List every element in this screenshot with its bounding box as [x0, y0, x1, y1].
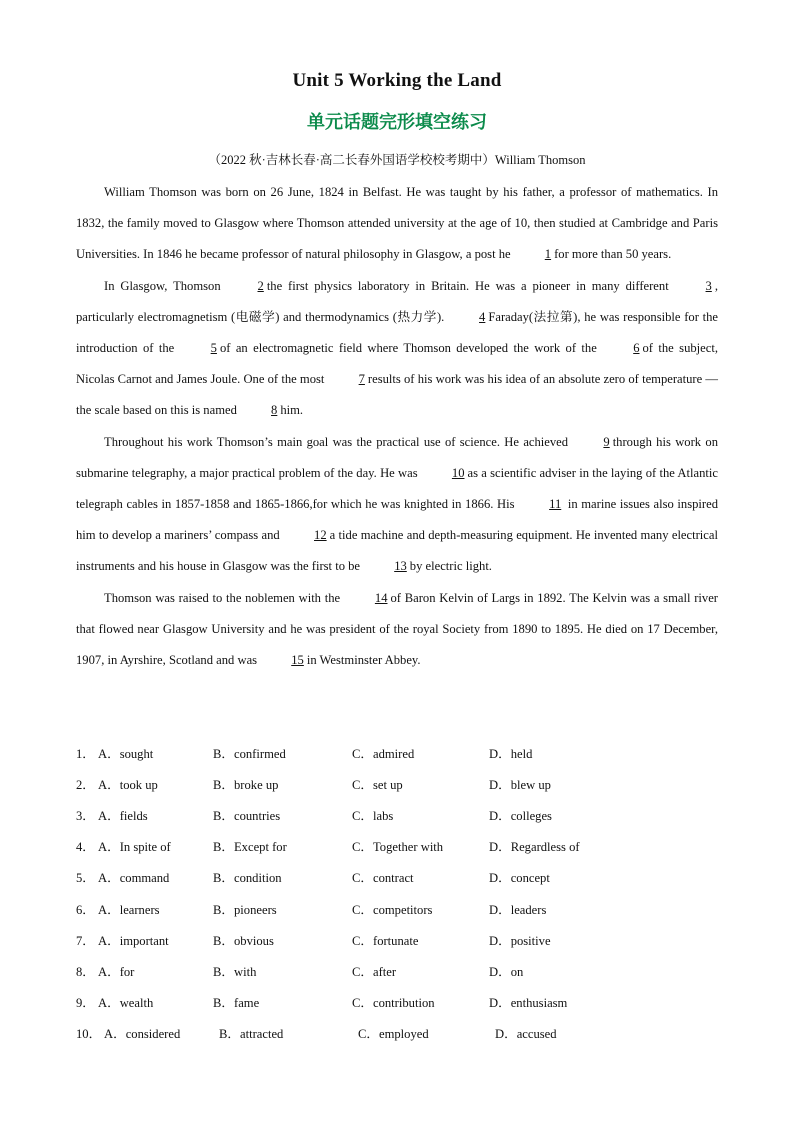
passage-text: In Glasgow, Thomson [104, 278, 227, 293]
page-title: Unit 5 Working the Land [292, 70, 502, 91]
passage-paragraph [76, 583, 718, 677]
option-row [76, 892, 718, 923]
question-number: 9． [76, 995, 95, 1010]
blank-11: 11 [549, 497, 562, 512]
option-row [76, 830, 718, 861]
question-number: 5． [76, 871, 95, 886]
passage-text: the first physics laboratory in Britain. He was a pioneer in many different [266, 278, 675, 293]
passage-text: a tide machine and depth-measuring equipment. He invented many electrical instruments and his house in Glasgow was the first to be [76, 528, 718, 574]
page-subtitle: 单元话题完形填空练习 [307, 112, 487, 133]
question-number: 4． [76, 840, 95, 855]
question-number: 7． [76, 933, 95, 948]
option-row [76, 861, 718, 892]
passage-text: Throughout his work Thomson’s main goal was the practical use of science. He achieved [104, 434, 573, 449]
blank-7: 7 [358, 372, 365, 387]
option-c: C．contract [352, 871, 414, 886]
question-number: 10． [76, 1026, 102, 1041]
option-b: B．condition [213, 871, 282, 886]
passage-text: him. [280, 403, 304, 418]
answer-options [76, 737, 718, 1048]
passage-text: William Thomson was born on 26 June, 1824 in Belfast. He was taught by his father, a professor of mathematics. In 1832, the family moved to Glasgow where Thomson attended university at the age of 10, then studied at Cambridge and Paris Universities. In 1846 he became professor of natural philosophy in Glasgow, a post he [76, 185, 718, 262]
blank-3: 3 [705, 278, 712, 293]
question-number: 3． [76, 809, 95, 824]
option-b: B．obvious [213, 933, 274, 948]
option-d: D．accused [495, 1026, 557, 1041]
passage-text: of Baron Kelvin of Largs in 1892. The Kelvin was a small river that flowed near Glasgow University and he was president of the royal Society from 1890 to 1895. He died on 17 December, 1907, in Ayrshire, Scotland and was [76, 590, 718, 668]
option-c: C．contribution [352, 995, 435, 1010]
option-c: C．Together with [352, 840, 444, 855]
option-d: D．blew up [489, 778, 551, 793]
passage-paragraph [76, 177, 718, 271]
question-number: 6． [76, 902, 95, 917]
passage-text: Faraday(法拉第), he was responsible for the introduction of the [76, 309, 718, 356]
option-a: A．sought [98, 747, 154, 762]
option-a: A．In spite of [98, 840, 171, 855]
option-c: C．fortunate [352, 933, 419, 948]
option-d: D．on [489, 964, 524, 979]
passage-text: of an electromagnetic field where Thomson developed the work of the [219, 341, 603, 356]
passage-paragraph [76, 271, 718, 427]
option-row [76, 799, 718, 830]
blank-4: 4 [479, 309, 486, 324]
blank-8: 8 [271, 403, 278, 418]
option-b: B．with [213, 964, 257, 979]
option-d: D．positive [489, 933, 551, 948]
option-b: B．attracted [219, 1026, 284, 1041]
blank-10: 10 [451, 465, 465, 480]
option-d: D．leaders [489, 902, 547, 917]
option-row [76, 768, 718, 799]
blank-6: 6 [633, 341, 640, 356]
option-c: C．admired [352, 747, 415, 762]
option-a: A．fields [98, 809, 148, 824]
option-d: D．Regardless of [489, 840, 580, 855]
option-a: A．took up [98, 778, 158, 793]
option-b: B．countries [213, 809, 281, 824]
option-d: D．concept [489, 871, 550, 886]
blank-14: 14 [374, 590, 388, 605]
option-a: A．command [98, 871, 170, 886]
passage-text: as a scientific adviser in the laying of the Atlantic telegraph cables in 1857-1858 and 1865-1866,for which he was knighted in 1866. His [76, 465, 718, 512]
blank-5: 5 [210, 341, 217, 356]
option-row [76, 737, 718, 768]
option-row [76, 924, 718, 955]
option-a: A．wealth [98, 995, 154, 1010]
option-row [76, 986, 718, 1017]
source-line: （2022 秋·吉林长春·高二长春外国语学校校考期中）William Thomson [208, 153, 586, 167]
option-b: B．pioneers [213, 902, 277, 917]
option-a: A．considered [104, 1026, 181, 1041]
blank-13: 13 [394, 559, 407, 574]
passage-text: in marine issues also inspired him to develop a mariners’ compass and [76, 497, 718, 543]
passage-text: in Westminster Abbey. [306, 653, 421, 668]
cloze-passage [76, 177, 718, 676]
passage-text: for more than 50 years. [554, 247, 672, 262]
blank-2: 2 [257, 278, 264, 293]
option-a: A．important [98, 933, 169, 948]
blank-1: 1 [544, 247, 552, 262]
passage-text: results of his work was his idea of an absolute zero of temperature — the scale based on this is named [76, 372, 719, 418]
option-b: B．Except for [213, 840, 287, 855]
option-c: C．competitors [352, 902, 433, 917]
passage-text: Thomson was raised to the noblemen with the [104, 590, 344, 605]
question-number: 2． [76, 778, 95, 793]
option-c: C．after [352, 964, 397, 979]
passage-text: through his work on submarine telegraphy, a major practical problem of the day. He was [76, 434, 719, 480]
option-c: C．set up [352, 778, 403, 793]
option-b: B．fame [213, 995, 260, 1010]
passage-paragraph [76, 427, 718, 583]
passage-text: of the subject, Nicolas Carnot and James Joule. One of the most [76, 341, 718, 387]
option-b: B．confirmed [213, 747, 286, 762]
blank-15: 15 [291, 653, 304, 668]
option-d: D．enthusiasm [489, 995, 568, 1010]
question-number: 1． [76, 747, 95, 762]
blank-9: 9 [603, 434, 610, 449]
option-a: A．learners [98, 902, 160, 917]
option-b: B．broke up [213, 778, 279, 793]
option-c: C．employed [358, 1026, 429, 1041]
option-row [76, 955, 718, 986]
option-c: C．labs [352, 809, 394, 824]
option-a: A．for [98, 964, 135, 979]
option-d: D．colleges [489, 809, 552, 824]
passage-text: by electric light. [409, 559, 492, 574]
question-number: 8． [76, 964, 95, 979]
option-row [76, 1017, 718, 1048]
passage-text: , particularly electromagnetism (电磁学) and thermodynamics (热力学). [76, 278, 718, 324]
option-d: D．held [489, 747, 533, 762]
blank-12: 12 [314, 528, 327, 543]
